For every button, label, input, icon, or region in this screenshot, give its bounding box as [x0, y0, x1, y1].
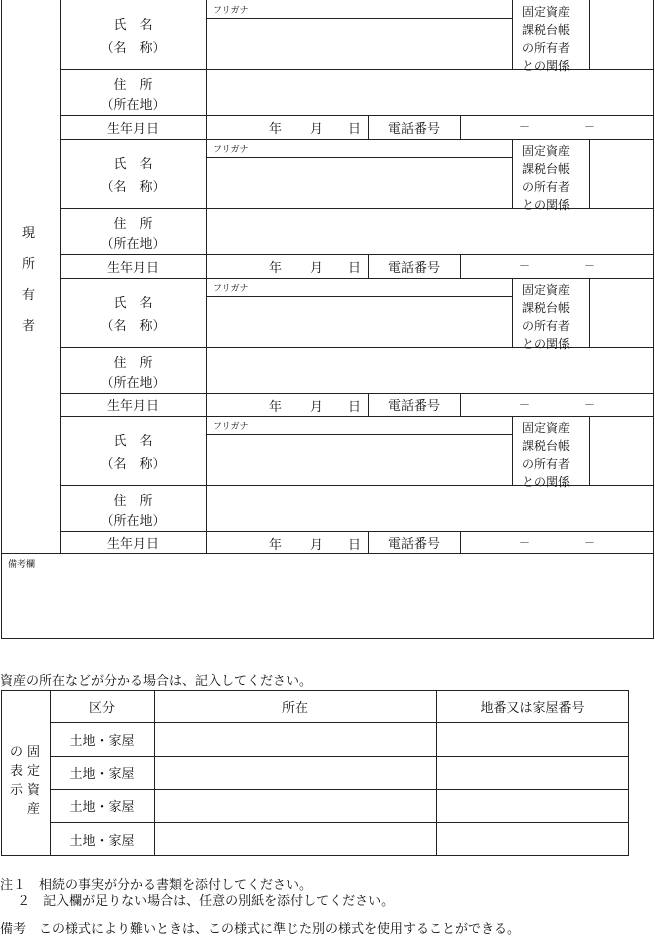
day-label: 日: [348, 538, 362, 553]
owner-furigana-field[interactable]: [207, 140, 511, 156]
owner-name-label: 氏 名: [113, 156, 153, 172]
asset-row-number-field[interactable]: [437, 723, 628, 755]
phone-dash: －: [584, 120, 595, 133]
owner-relation-field[interactable]: [590, 140, 652, 207]
owner-name-field[interactable]: [207, 158, 511, 207]
furigana-label: フリガナ: [213, 284, 249, 294]
asset-row-number-field[interactable]: [437, 790, 628, 821]
month-label: 月: [310, 400, 324, 415]
phone-dash: －: [584, 259, 595, 272]
owner-birth-label: 生年月日: [106, 536, 159, 552]
owner-address-label: 住 所: [113, 216, 153, 232]
assets-header-category: 区分: [88, 700, 115, 716]
owner-address-sublabel: （所在地）: [100, 375, 166, 391]
day-label: 日: [348, 122, 362, 137]
month-label: 月: [310, 261, 324, 276]
owner-name-sublabel: （名 称）: [100, 318, 166, 334]
assets-side-label-col1: 固 定 資 産: [27, 745, 41, 817]
owner-furigana-field[interactable]: [207, 417, 511, 433]
owner-name-sublabel: （名 称）: [100, 456, 166, 472]
owners-side-label: 現 所 有 者: [22, 226, 36, 334]
owner-birth-label: 生年月日: [106, 399, 159, 414]
furigana-label: フリガナ: [213, 6, 249, 16]
owner-phone-label: 電話番号: [387, 399, 440, 414]
footer-remark: 備考 この様式により難いときは、この様式に準じた別の様式を使用することができる。: [0, 922, 521, 937]
owner-phone-field[interactable]: [461, 394, 652, 415]
note-1: 注１ 相続の事実が分かる書類を添付してください。: [0, 878, 313, 893]
furigana-label: フリガナ: [213, 422, 249, 432]
owner-furigana-field[interactable]: [207, 279, 511, 295]
owner-name-label: 氏 名: [113, 295, 153, 311]
owner-address-field[interactable]: [207, 209, 652, 253]
remarks-box[interactable]: [1, 553, 654, 639]
owner-address-label: 住 所: [113, 355, 153, 371]
asset-row-location-field[interactable]: [155, 723, 435, 755]
phone-dash: －: [519, 536, 530, 549]
owner-phone-label: 電話番号: [387, 260, 440, 276]
owner-name-field[interactable]: [207, 19, 511, 68]
owner-relation-field[interactable]: [590, 417, 652, 484]
owner-birth-field[interactable]: [207, 255, 367, 277]
year-label: 年: [269, 538, 283, 553]
assets-header-number: 地番又は家屋番号: [480, 700, 585, 716]
relation-label: 固定資産 課税台帳 の所有者 との関係: [522, 144, 571, 212]
owner-birth-label: 生年月日: [106, 121, 159, 137]
asset-row-location-field[interactable]: [155, 790, 435, 821]
phone-dash: －: [584, 536, 595, 549]
assets-header-location: 所在: [281, 700, 308, 716]
owner-name-label: 氏 名: [113, 17, 153, 33]
owner-birth-label: 生年月日: [106, 260, 159, 276]
phone-dash: －: [519, 120, 530, 133]
owner-name-field[interactable]: [207, 297, 511, 346]
note-2: ２ 記入欄が足りない場合は、任意の別紙を添付してください。: [0, 894, 395, 909]
asset-row-category: 土地・家屋: [69, 767, 135, 782]
owner-name-sublabel: （名 称）: [100, 40, 166, 56]
owner-name-field[interactable]: [207, 435, 511, 484]
asset-row-number-field[interactable]: [437, 823, 628, 855]
owner-address-sublabel: （所在地）: [100, 513, 166, 529]
asset-row-category: 土地・家屋: [69, 800, 135, 815]
owner-birth-field[interactable]: [207, 116, 367, 138]
owner-address-sublabel: （所在地）: [100, 236, 166, 252]
month-label: 月: [310, 538, 324, 553]
month-label: 月: [310, 122, 324, 137]
owner-address-field[interactable]: [207, 348, 652, 392]
asset-row-category: 土地・家屋: [69, 833, 135, 849]
owner-relation-field[interactable]: [590, 1, 652, 68]
owner-birth-field[interactable]: [207, 532, 367, 552]
year-label: 年: [269, 400, 283, 415]
owner-furigana-field[interactable]: [207, 1, 511, 17]
asset-row-number-field[interactable]: [437, 757, 628, 788]
owner-address-sublabel: （所在地）: [100, 97, 166, 113]
relation-label: 固定資産 課税台帳 の所有者 との関係: [522, 5, 571, 73]
relation-label: 固定資産 課税台帳 の所有者 との関係: [522, 283, 571, 351]
phone-dash: －: [584, 398, 595, 411]
owner-phone-field[interactable]: [461, 532, 652, 552]
remarks-label: 備考欄: [8, 560, 36, 570]
owner-phone-field[interactable]: [461, 255, 652, 277]
owner-phone-label: 電話番号: [387, 536, 440, 552]
owner-address-field[interactable]: [207, 70, 652, 114]
owner-name-label: 氏 名: [113, 433, 153, 449]
asset-row-location-field[interactable]: [155, 823, 435, 855]
year-label: 年: [269, 122, 283, 137]
owner-relation-field[interactable]: [590, 279, 652, 346]
owner-address-label: 住 所: [113, 77, 153, 93]
owner-phone-field[interactable]: [461, 116, 652, 138]
phone-dash: －: [519, 259, 530, 272]
assets-side-label-col2: の 表 示: [10, 745, 24, 798]
owner-address-field[interactable]: [207, 486, 652, 530]
furigana-label: フリガナ: [213, 145, 249, 155]
assets-intro: 資産の所在などが分かる場合は、記入してください。: [0, 674, 313, 689]
owner-birth-field[interactable]: [207, 394, 367, 415]
day-label: 日: [348, 400, 362, 415]
owner-name-sublabel: （名 称）: [100, 179, 166, 195]
owner-address-label: 住 所: [113, 493, 153, 509]
asset-row-location-field[interactable]: [155, 757, 435, 788]
phone-dash: －: [519, 398, 530, 411]
day-label: 日: [348, 261, 362, 276]
owner-phone-label: 電話番号: [387, 121, 440, 137]
asset-row-category: 土地・家屋: [69, 733, 135, 749]
year-label: 年: [269, 261, 283, 276]
relation-label: 固定資産 課税台帳 の所有者 との関係: [522, 421, 571, 489]
